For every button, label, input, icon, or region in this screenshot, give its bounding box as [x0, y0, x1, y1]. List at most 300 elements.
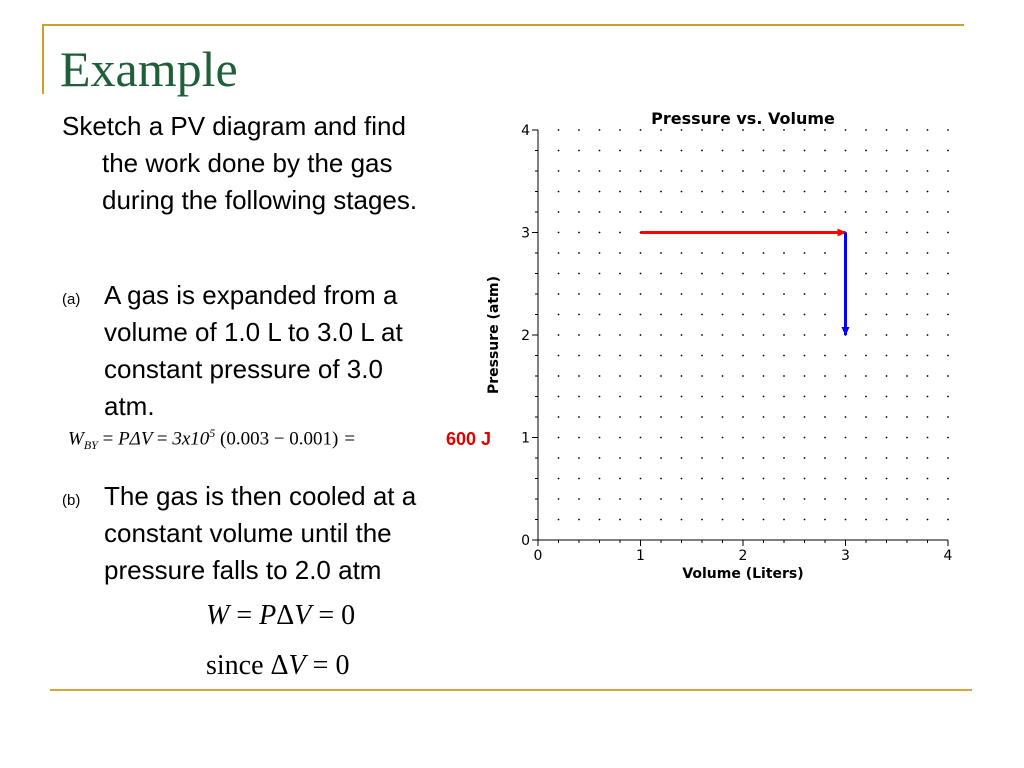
- grid-dot: [742, 211, 744, 213]
- grid-dot: [845, 478, 847, 480]
- grid-dot: [599, 314, 601, 316]
- grid-dot: [681, 252, 683, 254]
- grid-dot: [722, 150, 724, 152]
- grid-dot: [742, 150, 744, 152]
- grid-dot: [763, 150, 765, 152]
- grid-dot: [804, 437, 806, 439]
- grid-dot: [824, 457, 826, 459]
- grid-dot: [558, 457, 560, 459]
- grid-dot: [640, 252, 642, 254]
- grid-dot: [619, 375, 621, 377]
- grid-dot: [906, 478, 908, 480]
- grid-dot: [599, 519, 601, 521]
- grid-dot: [783, 273, 785, 275]
- grid-dot: [722, 478, 724, 480]
- grid-dot: [722, 314, 724, 316]
- grid-dot: [886, 334, 888, 336]
- grid-dot: [906, 314, 908, 316]
- grid-dot: [599, 129, 601, 131]
- grid-dot: [804, 478, 806, 480]
- grid-dot: [619, 355, 621, 357]
- grid-dot: [927, 375, 929, 377]
- grid-dot: [947, 191, 949, 193]
- grid-dot: [701, 396, 703, 398]
- grid-dot: [558, 191, 560, 193]
- text-block: [0, 0, 470, 620]
- grid-dot: [927, 437, 929, 439]
- grid-dot: [742, 252, 744, 254]
- grid-dot: [742, 314, 744, 316]
- grid-dot: [865, 498, 867, 500]
- grid-dot: [804, 314, 806, 316]
- grid-dot: [824, 478, 826, 480]
- grid-dot: [722, 355, 724, 357]
- grid-dot: [927, 232, 929, 234]
- frame-bottom-rule: [50, 689, 972, 691]
- grid-dot: [824, 498, 826, 500]
- grid-dot: [927, 293, 929, 295]
- grid-dot: [783, 478, 785, 480]
- grid-dot: [783, 375, 785, 377]
- grid-dot: [660, 334, 662, 336]
- grid-dot: [599, 334, 601, 336]
- grid-dot: [906, 355, 908, 357]
- grid-dot: [865, 150, 867, 152]
- grid-dot: [660, 191, 662, 193]
- x-tick-label: 4: [943, 548, 953, 564]
- slide-title: Example: [60, 41, 238, 97]
- grid-dot: [578, 437, 580, 439]
- grid-dot: [824, 129, 826, 131]
- grid-dot: [845, 457, 847, 459]
- grid-dot: [701, 478, 703, 480]
- grid-dot: [824, 211, 826, 213]
- grid-dot: [558, 129, 560, 131]
- grid-dot: [947, 273, 949, 275]
- grid-dot: [906, 498, 908, 500]
- grid-dot: [619, 314, 621, 316]
- grid-dot: [824, 293, 826, 295]
- grid-dot: [845, 191, 847, 193]
- grid-dot: [927, 314, 929, 316]
- grid-dot: [824, 314, 826, 316]
- grid-dot: [640, 437, 642, 439]
- grid-dot: [742, 191, 744, 193]
- grid-dot: [927, 396, 929, 398]
- grid-dot: [906, 129, 908, 131]
- grid-dot: [599, 396, 601, 398]
- grid-dot: [947, 170, 949, 172]
- part-b-label: (b): [62, 492, 81, 509]
- grid-dot: [906, 437, 908, 439]
- grid-dot: [804, 457, 806, 459]
- grid-dot: [701, 170, 703, 172]
- grid-dot: [681, 396, 683, 398]
- grid-dot: [619, 437, 621, 439]
- grid-dot: [906, 252, 908, 254]
- grid-dot: [763, 478, 765, 480]
- part-b-line: pressure falls to 2.0 atm: [104, 555, 382, 585]
- grid-dot: [783, 314, 785, 316]
- grid-dot: [578, 334, 580, 336]
- equation-work-zero: W = PΔV = 0: [206, 600, 356, 631]
- grid-dot: [558, 150, 560, 152]
- grid-dot: [640, 519, 642, 521]
- grid-dot: [865, 416, 867, 418]
- intro-line: during the following stages.: [102, 185, 418, 215]
- part-a-line: A gas is expanded from a: [104, 280, 398, 310]
- grid-dot: [865, 252, 867, 254]
- grid-dot: [578, 375, 580, 377]
- grid-dot: [578, 232, 580, 234]
- grid-dot: [619, 334, 621, 336]
- grid-dot: [804, 355, 806, 357]
- grid-dot: [763, 519, 765, 521]
- grid-dot: [886, 170, 888, 172]
- grid-dot: [640, 191, 642, 193]
- grid-dot: [660, 293, 662, 295]
- grid-dot: [886, 437, 888, 439]
- part-b-line: The gas is then cooled at a: [104, 481, 417, 511]
- grid-dot: [763, 498, 765, 500]
- grid-dot: [906, 211, 908, 213]
- grid-dot: [722, 498, 724, 500]
- grid-dot: [927, 498, 929, 500]
- grid-dot: [783, 211, 785, 213]
- grid-dot: [599, 498, 601, 500]
- grid-dot: [927, 355, 929, 357]
- grid-dot: [763, 375, 765, 377]
- grid-dot: [865, 437, 867, 439]
- grid-dot: [660, 437, 662, 439]
- grid-dot: [558, 293, 560, 295]
- grid-dot: [578, 519, 580, 521]
- grid-dot: [558, 478, 560, 480]
- grid-dot: [660, 129, 662, 131]
- grid-dot: [742, 457, 744, 459]
- grid-dot: [640, 314, 642, 316]
- grid-dot: [865, 457, 867, 459]
- grid-dot: [886, 519, 888, 521]
- grid-dot: [742, 478, 744, 480]
- grid-dot: [906, 191, 908, 193]
- grid-dot: [783, 334, 785, 336]
- grid-dot: [742, 334, 744, 336]
- grid-dot: [824, 416, 826, 418]
- grid-dot: [906, 457, 908, 459]
- part-a-line: constant pressure of 3.0: [104, 354, 383, 384]
- grid-dot: [927, 211, 929, 213]
- y-tick-label: 3: [521, 225, 530, 242]
- grid-dot: [558, 211, 560, 213]
- grid-dot: [558, 334, 560, 336]
- grid-dot: [599, 191, 601, 193]
- grid-dot: [865, 478, 867, 480]
- grid-dot: [681, 191, 683, 193]
- grid-dot: [886, 129, 888, 131]
- grid-dot: [824, 150, 826, 152]
- grid-dot: [558, 273, 560, 275]
- part-a-label: (a): [62, 291, 81, 308]
- grid-dot: [947, 252, 949, 254]
- grid-dot: [578, 170, 580, 172]
- grid-dot: [701, 252, 703, 254]
- grid-dot: [578, 355, 580, 357]
- grid-dot: [681, 334, 683, 336]
- grid-dot: [619, 498, 621, 500]
- grid-dot: [660, 416, 662, 418]
- pv-chart: [478, 100, 963, 590]
- grid-dot: [886, 232, 888, 234]
- grid-dot: [742, 273, 744, 275]
- grid-dot: [578, 150, 580, 152]
- grid-dot: [640, 498, 642, 500]
- grid-dot: [599, 478, 601, 480]
- grid-dot: [619, 396, 621, 398]
- intro-line: the work done by the gas: [102, 148, 393, 178]
- grid-dot: [845, 129, 847, 131]
- grid-dot: [865, 396, 867, 398]
- grid-dot: [763, 355, 765, 357]
- grid-dot: [927, 252, 929, 254]
- grid-dot: [804, 273, 806, 275]
- grid-dot: [558, 170, 560, 172]
- grid-dot: [886, 478, 888, 480]
- grid-dot: [701, 457, 703, 459]
- grid-dot: [640, 457, 642, 459]
- grid-dot: [865, 355, 867, 357]
- grid-dot: [701, 437, 703, 439]
- grid-dot: [722, 396, 724, 398]
- grid-dot: [947, 211, 949, 213]
- grid-dot: [742, 498, 744, 500]
- grid-dot: [845, 211, 847, 213]
- part-a-text: [104, 277, 403, 425]
- grid-dot: [763, 437, 765, 439]
- grid-dot: [947, 437, 949, 439]
- grid-dot: [558, 437, 560, 439]
- grid-dot: [722, 437, 724, 439]
- grid-dot: [804, 211, 806, 213]
- grid-dot: [783, 437, 785, 439]
- grid-dot: [578, 273, 580, 275]
- grid-dot: [742, 416, 744, 418]
- grid-dot: [947, 314, 949, 316]
- grid-dot: [947, 416, 949, 418]
- grid-dot: [722, 416, 724, 418]
- grid-dot: [640, 334, 642, 336]
- grid-dot: [599, 232, 601, 234]
- equation-since: since ΔV = 0: [206, 650, 350, 681]
- grid-dot: [865, 293, 867, 295]
- grid-dot: [619, 252, 621, 254]
- grid-dot: [701, 150, 703, 152]
- grid-dot: [783, 519, 785, 521]
- grid-dot: [783, 150, 785, 152]
- grid-dot: [681, 498, 683, 500]
- grid-dot: [722, 519, 724, 521]
- grid-dot: [763, 191, 765, 193]
- grid-dot: [906, 150, 908, 152]
- grid-dot: [804, 334, 806, 336]
- grid-dot: [660, 478, 662, 480]
- grid-dot: [947, 498, 949, 500]
- grid-dot: [886, 314, 888, 316]
- grid-dot: [660, 170, 662, 172]
- grid-dot: [660, 519, 662, 521]
- grid-dot: [640, 150, 642, 152]
- grid-dot: [681, 437, 683, 439]
- grid-dot: [824, 334, 826, 336]
- grid-dot: [681, 355, 683, 357]
- grid-dot: [742, 293, 744, 295]
- part-b-text: [104, 478, 416, 589]
- grid-dot: [660, 314, 662, 316]
- grid-dot: [558, 498, 560, 500]
- x-tick-label: 1: [636, 548, 645, 564]
- grid-dot: [886, 498, 888, 500]
- grid-dot: [886, 273, 888, 275]
- grid-dot: [640, 273, 642, 275]
- grid-dot: [865, 191, 867, 193]
- grid-dot: [701, 273, 703, 275]
- grid-dot: [783, 396, 785, 398]
- grid-dot: [640, 211, 642, 213]
- grid-dot: [578, 416, 580, 418]
- grid-dot: [681, 273, 683, 275]
- y-tick-label: 4: [521, 123, 530, 139]
- grid-dot: [742, 129, 744, 131]
- grid-dot: [681, 293, 683, 295]
- grid-dot: [701, 293, 703, 295]
- grid-dot: [763, 129, 765, 131]
- grid-dot: [763, 252, 765, 254]
- grid-dot: [824, 375, 826, 377]
- intro-line: Sketch a PV diagram and find: [62, 111, 406, 141]
- grid-dot: [558, 232, 560, 234]
- grid-dot: [619, 170, 621, 172]
- grid-dot: [640, 478, 642, 480]
- grid-dot: [865, 519, 867, 521]
- grid-dot: [660, 396, 662, 398]
- grid-dot: [599, 293, 601, 295]
- grid-dot: [845, 498, 847, 500]
- grid-dot: [804, 150, 806, 152]
- grid-dot: [783, 170, 785, 172]
- x-tick-label: 2: [738, 548, 748, 564]
- grid-dot: [824, 519, 826, 521]
- part-b-line: constant volume until the: [104, 518, 392, 548]
- grid-dot: [865, 314, 867, 316]
- grid-dot: [865, 170, 867, 172]
- grid-dot: [947, 150, 949, 152]
- grid-dot: [927, 457, 929, 459]
- grid-dot: [578, 129, 580, 131]
- grid-dot: [640, 416, 642, 418]
- grid-dot: [742, 355, 744, 357]
- grid-dot: [558, 519, 560, 521]
- grid-dot: [578, 314, 580, 316]
- y-tick-label: 2: [521, 328, 530, 344]
- grid-dot: [742, 437, 744, 439]
- grid-dot: [947, 355, 949, 357]
- grid-dot: [865, 375, 867, 377]
- grid-dot: [660, 273, 662, 275]
- grid-dot: [927, 150, 929, 152]
- grid-dot: [640, 170, 642, 172]
- grid-dot: [865, 211, 867, 213]
- grid-dot: [681, 416, 683, 418]
- grid-dot: [886, 457, 888, 459]
- grid-dot: [804, 129, 806, 131]
- grid-dot: [681, 457, 683, 459]
- grid-dot: [681, 314, 683, 316]
- grid-dot: [619, 232, 621, 234]
- grid-dot: [886, 416, 888, 418]
- grid-dot: [619, 478, 621, 480]
- intro-paragraph: [62, 108, 417, 219]
- grid-dot: [947, 457, 949, 459]
- grid-dot: [681, 211, 683, 213]
- grid-dot: [845, 375, 847, 377]
- grid-dot: [640, 355, 642, 357]
- grid-dot: [722, 273, 724, 275]
- grid-dot: [681, 519, 683, 521]
- grid-dot: [886, 150, 888, 152]
- grid-dot: [783, 129, 785, 131]
- y-axis-label: Pressure (atm): [486, 275, 502, 395]
- grid-dot: [906, 396, 908, 398]
- grid-dot: [763, 170, 765, 172]
- grid-dot: [906, 273, 908, 275]
- grid-dot: [927, 416, 929, 418]
- grid-dot: [722, 211, 724, 213]
- grid-dot: [660, 355, 662, 357]
- grid-dot: [804, 396, 806, 398]
- grid-dot: [906, 519, 908, 521]
- grid-dot: [763, 334, 765, 336]
- grid-dot: [701, 519, 703, 521]
- grid-dot: [701, 375, 703, 377]
- grid-dot: [865, 273, 867, 275]
- grid-dot: [578, 498, 580, 500]
- x-tick-label: 3: [841, 548, 850, 564]
- grid-dot: [947, 519, 949, 521]
- grid-dot: [599, 211, 601, 213]
- grid-dot: [763, 273, 765, 275]
- grid-dot: [927, 129, 929, 131]
- grid-dot: [927, 191, 929, 193]
- grid-dot: [681, 150, 683, 152]
- grid-dot: [804, 519, 806, 521]
- grid-dot: [763, 457, 765, 459]
- grid-dot: [660, 457, 662, 459]
- grid-dot: [886, 293, 888, 295]
- grid-dot: [701, 498, 703, 500]
- grid-dot: [701, 314, 703, 316]
- grid-dot: [681, 478, 683, 480]
- grid-dot: [804, 293, 806, 295]
- grid-dot: [763, 314, 765, 316]
- grid-dot: [578, 478, 580, 480]
- x-axis-label: Volume (Liters): [682, 566, 804, 582]
- grid-dot: [865, 334, 867, 336]
- grid-dot: [640, 396, 642, 398]
- grid-dot: [660, 498, 662, 500]
- grid-dot: [947, 293, 949, 295]
- grid-dot: [906, 232, 908, 234]
- grid-dot: [824, 355, 826, 357]
